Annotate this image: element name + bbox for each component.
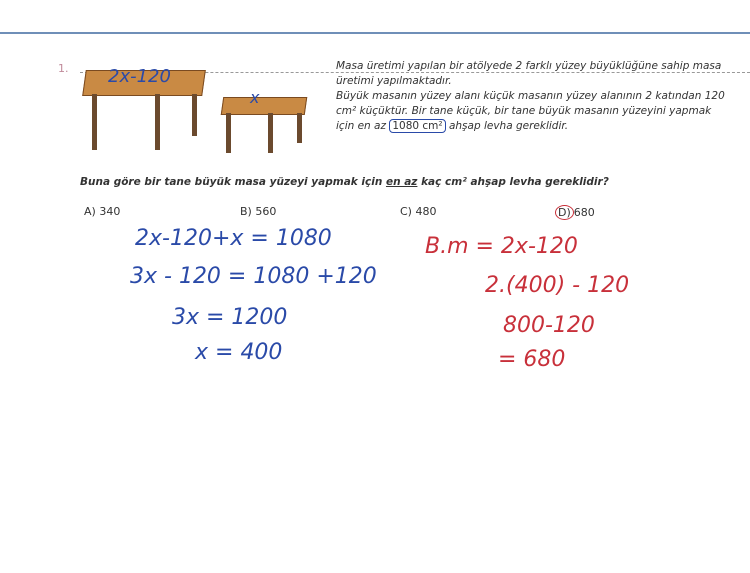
prompt-underlined: en az bbox=[385, 176, 418, 188]
red-work-line-3: 800-120 bbox=[503, 313, 595, 338]
paragraph-2-part-b: ahşap levha gereklidir. bbox=[445, 120, 569, 132]
prompt-part-b: kaç cm² ahşap levha gereklidir? bbox=[417, 176, 609, 188]
red-work-line-2: 2.(400) - 120 bbox=[485, 273, 630, 298]
option-value: 560 bbox=[255, 205, 277, 218]
option-d[interactable] bbox=[555, 205, 595, 220]
prompt-part-a: Buna göre bir tane büyük masa yüzeyi yapmak için bbox=[80, 176, 386, 188]
option-value: 680 bbox=[573, 206, 595, 219]
big-table-label: 2x-120 bbox=[108, 66, 171, 87]
blue-work-line-4: x = 400 bbox=[195, 340, 283, 365]
option-value: 340 bbox=[99, 205, 121, 218]
paragraph-2-part-a: Büyük masanın yüzey alanı küçük masanın yüzey alanının 2 katından 120 cm² küçüktür. Bir tane küçük, bir tane büyük masanın yüzeyini yapmak için en az bbox=[336, 90, 725, 132]
paragraph-2 bbox=[336, 89, 731, 134]
option-letter-circled: D) bbox=[555, 205, 574, 220]
question-number: 1. bbox=[58, 62, 69, 75]
paragraph-1: Masa üretimi yapılan bir atölyede 2 farklı yüzey büyüklüğüne sahip masa üretimi yapılmaktadır. bbox=[336, 60, 722, 87]
option-letter: B) bbox=[240, 205, 252, 218]
red-work-line-1: B.m = 2x-120 bbox=[425, 234, 578, 259]
option-c[interactable] bbox=[400, 205, 436, 218]
option-a[interactable] bbox=[84, 205, 120, 218]
blue-work-line-3: 3x = 1200 bbox=[172, 305, 288, 330]
question-prompt bbox=[80, 176, 609, 188]
blue-work-line-1: 2x-120+x = 1080 bbox=[135, 226, 332, 251]
option-value: 480 bbox=[415, 205, 437, 218]
red-work-line-4: = 680 bbox=[498, 347, 566, 372]
page-top-border bbox=[0, 32, 750, 34]
boxed-value: 1080 cm² bbox=[389, 119, 445, 133]
option-letter: C) bbox=[400, 205, 412, 218]
option-letter: A) bbox=[84, 205, 96, 218]
small-table-label: x bbox=[250, 88, 260, 107]
question-text bbox=[336, 59, 731, 134]
option-b[interactable] bbox=[240, 205, 276, 218]
blue-work-line-2: 3x - 120 = 1080 +120 bbox=[130, 264, 377, 289]
